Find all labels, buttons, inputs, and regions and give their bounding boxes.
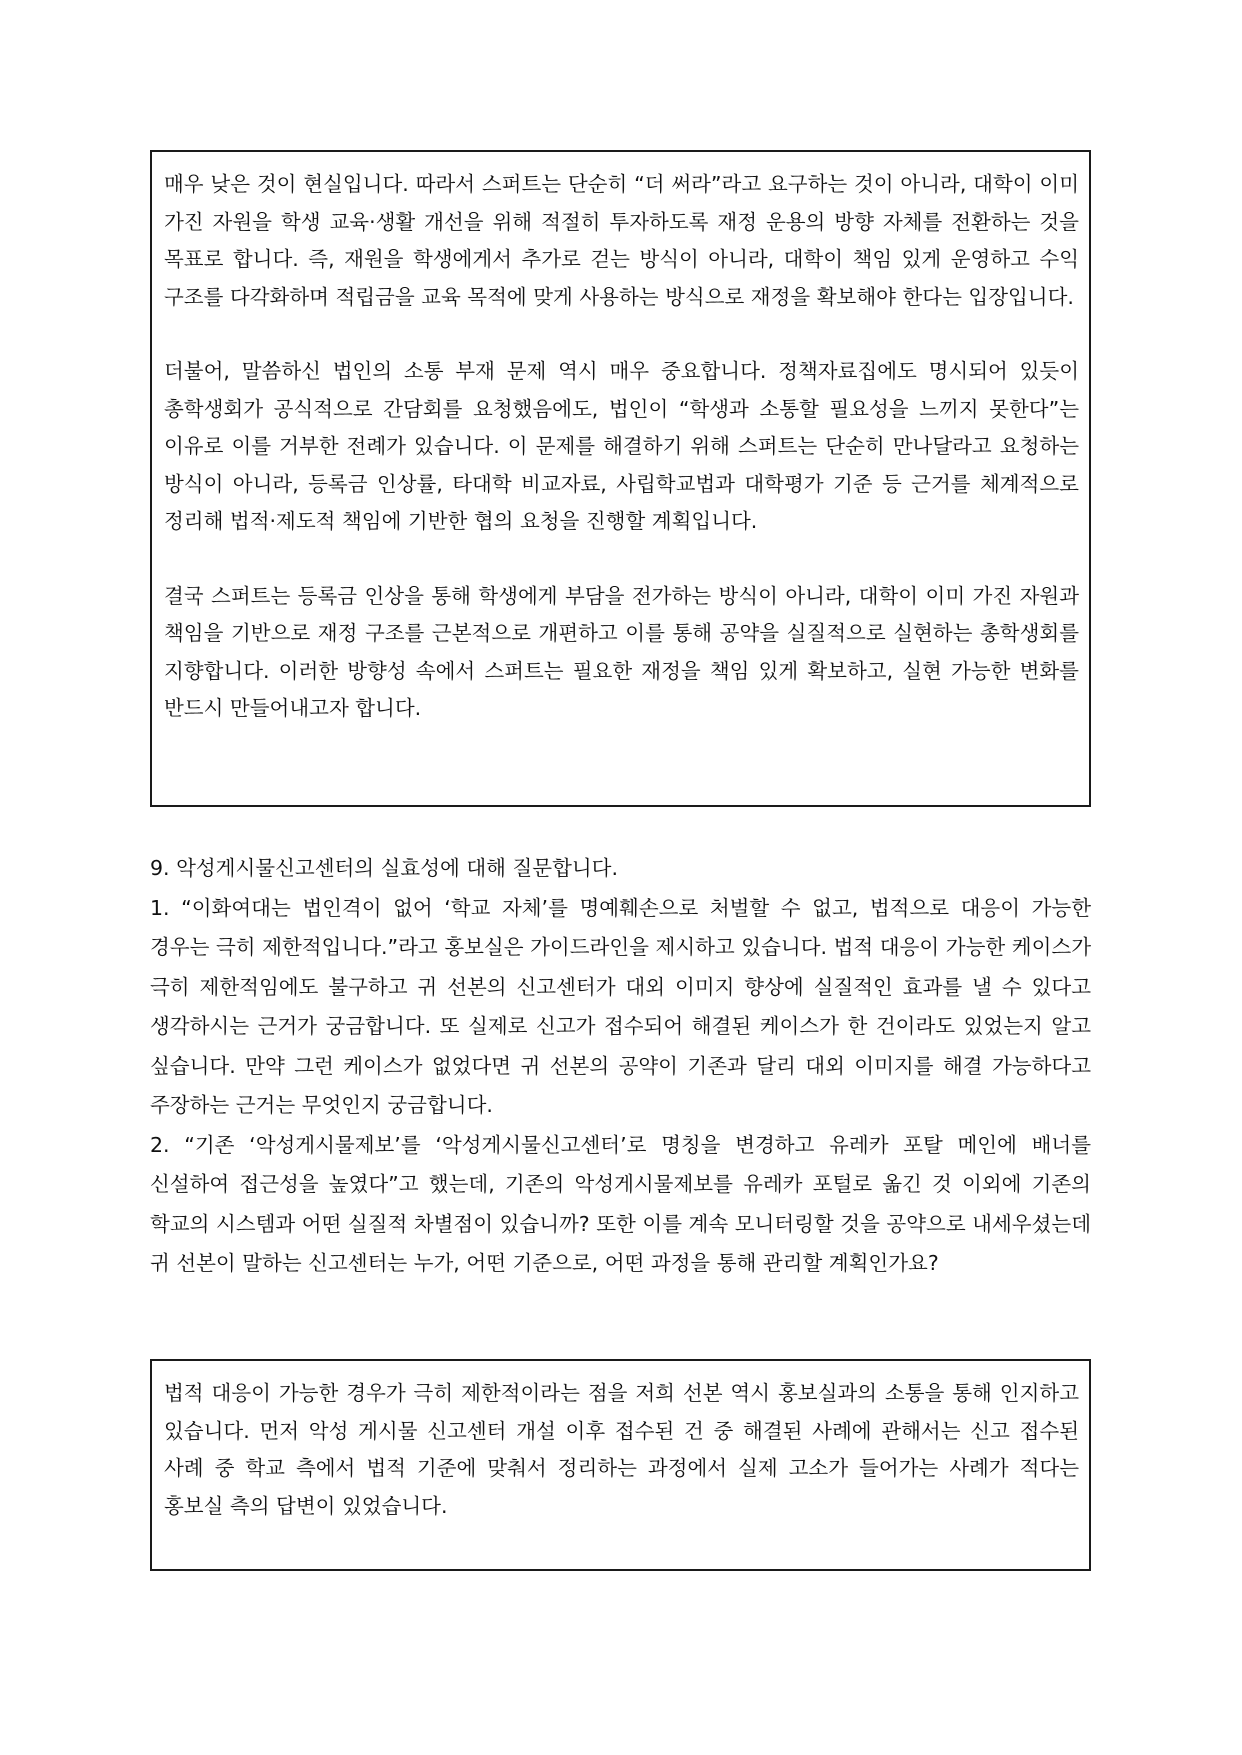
answer-paragraph-3: 결국 스퍼트는 등록금 인상을 통해 학생에게 부담을 전가하는 방식이 아니라, 대학이 이미 가진 자원과 책임을 기반으로 재정 구조를 근본적으로 개편하고 이를 통해 공약을 실질적으로 실현하는 총학생회를 지향합니다. 이러한 방향성 속에서 스퍼트는 필요한 재정을 책임 있게 확보하고, 실현 가능한 변화를 반드시 만들어내고자 합니다. — [164, 583, 1079, 720]
answer-paragraph-1: 매우 낮은 것이 현실입니다. 따라서 스퍼트는 단순히 “더 써라”라고 요구하는 것이 아니라, 대학이 이미 가진 자원을 학생 교육·생활 개선을 위해 적절히 투자하도록 재정 운용의 방향 자체를 전환하는 것을 목표로 합니다. 즉, 재원을 학생에게서 추가로 걷는 방식이 아니라, 대학이 책임 있게 운영하고 수익 구조를 다각화하며 적립금을 교육 목적에 맞게 사용하는 방식으로 재정을 확보해야 한다는 입장입니다. — [164, 172, 1079, 309]
answer-paragraph: 법적 대응이 가능한 경우가 극히 제한적이라는 점을 저희 선본 역시 홍보실과의 소통을 통해 인지하고 있습니다. 먼저 악성 게시물 신고센터 개설 이후 접수된 건 중 해결된 사례에 관해서는 신고 접수된 사례 중 학교 측에서 법적 기준에 맞춰서 정리하는 과정에서 실제 고소가 들어가는 사례가 적다는 홍보실 측의 답변이 있었습니다. — [164, 1381, 1079, 1518]
paragraph-spacer — [164, 316, 1079, 353]
answer-paragraph-2: 더불어, 말씀하신 법인의 소통 부재 문제 역시 매우 중요합니다. 정책자료집에도 명시되어 있듯이 총학생회가 공식적으로 간담회를 요청했음에도, 법인이 “학생과 소통할 필요성을 느끼지 못한다”는 이유로 이를 거부한 전례가 있습니다. 이 문제를 해결하기 위해 스퍼트는 단순히 만나달라고 요청하는 방식이 아니라, 등록금 인상률, 타대학 비교자료, 사립학교법과 대학평가 기준 등 근거를 체계적으로 정리해 법적·제도적 책임에 기반한 협의 요청을 진행할 계획입니다. — [164, 359, 1079, 533]
question-9-item-1: 1. “이화여대는 법인격이 없어 ‘학교 자체’를 명예훼손으로 처벌할 수 없고, 법적으로 대응이 가능한 경우는 극히 제한적입니다.”라고 홍보실은 가이드라인을 제시하고 있습니다. 법적 대응이 가능한 케이스가 극히 제한적임에도 불구하고 귀 선본의 신고센터가 대외 이미지 향상에 실질적인 효과를 낼 수 있다고 생각하시는 근거가 궁금합니다. 또 실제로 신고가 접수되어 해결된 케이스가 한 건이라도 있었는지 알고 싶습니다. 만약 그런 케이스가 없었다면 귀 선본의 공약이 기존과 달리 대외 이미지를 해결 가능하다고 주장하는 근거는 무엇인지 궁금합니다. — [150, 895, 1091, 1117]
paragraph-spacer — [164, 541, 1079, 578]
question-9-item-2: 2. “기존 ‘악성게시물제보’를 ‘악성게시물신고센터’로 명칭을 변경하고 유레카 포탈 메인에 배너를 신설하여 접근성을 높였다”고 했는데, 기존의 악성게시물제보를 유레카 포털로 옮긴 것 이외에 기존의 학교의 시스템과 어떤 실질적 차별점이 있습니까? 또한 이를 계속 모니터링할 것을 공약으로 내세우셨는데 귀 선본이 말하는 신고센터는 누가, 어떤 기준으로, 어떤 과정을 통해 관리할 계획인가요? — [150, 1132, 1091, 1275]
answer-box-report-center — [150, 1359, 1091, 1571]
question-9-title: 9. 악성게시물신고센터의 실효성에 대해 질문합니다. — [150, 856, 619, 880]
answer-box-finance — [150, 150, 1091, 807]
question-9-section — [150, 849, 1091, 1284]
